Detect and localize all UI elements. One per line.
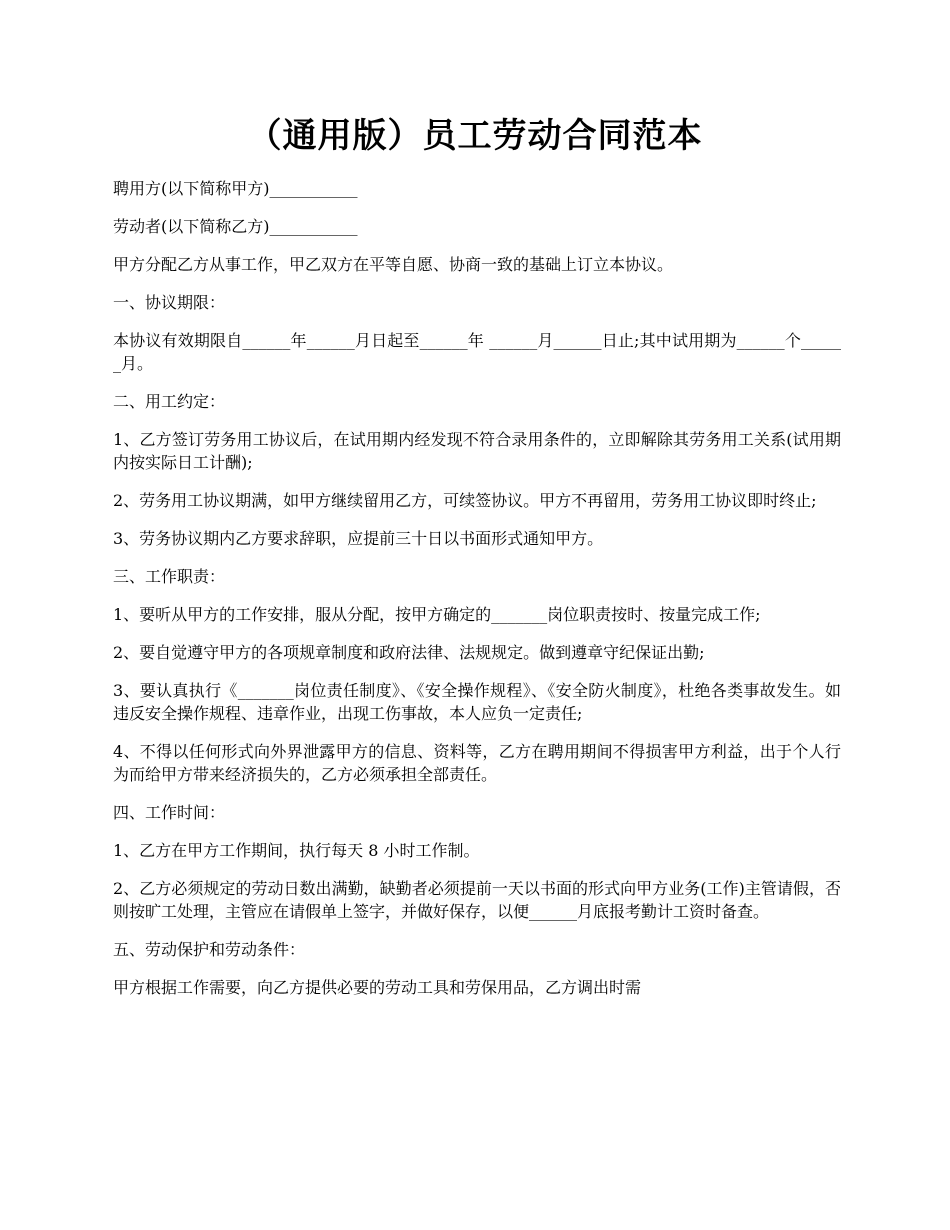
duties-clause-1: 1、要听从甲方的工作安排，服从分配，按甲方确定的_______岗位职责按时、按量完成工作; [113,605,761,624]
document-title: （通用版）员工劳动合同范本 [247,116,703,156]
employment-clause-3: 3、劳务协议期内乙方要求辞职，应提前三十日以书面形式通知甲方。 [113,529,604,548]
duties-clause-3: 3、要认真执行《_______岗位责任制度》、《安全操作规程》、《安全防火制度》，杜绝各类事故发生。如违反安全操作规程、违章作业，出现工伤事故，本人应负一定责任; [113,681,841,723]
party-a-line: 聘用方(以下简称甲方)___________ [113,179,358,198]
section-heading-employment: 二、用工约定： [113,392,226,411]
section-heading-duties: 三、工作职责： [113,567,226,586]
party-b-line: 劳动者(以下简称乙方)___________ [113,217,358,236]
section-heading-protection: 五、劳动保护和劳动条件： [113,940,306,959]
document-body [113,177,841,1014]
employment-clause-2: 2、劳务用工协议期满，如甲方继续留用乙方，可续签协议。甲方不再留用，劳务用工协议即时终止; [113,491,817,510]
employment-clause-1: 1、乙方签订劳务用工协议后，在试用期内经发现不符合录用条件的，立即解除其劳务用工关系(试用期内按实际日工计酬); [113,430,841,472]
duties-clause-2: 2、要自觉遵守甲方的各项规章制度和政府法律、法规规定。做到遵章守纪保证出勤; [113,643,705,662]
section-heading-term: 一、协议期限： [113,293,226,312]
intro-paragraph: 甲方分配乙方从事工作，甲乙双方在平等自愿、协商一致的基础上订立本协议。 [113,255,674,274]
section-heading-hours: 四、工作时间： [113,803,226,822]
term-paragraph: 本协议有效期限自______年______月日起至______年 ______月______日止;其中试用期为______个______月。 [113,331,841,373]
hours-clause-2: 2、乙方必须规定的劳动日数出满勤，缺勤者必须提前一天以书面的形式向甲方业务(工作)主管请假，否则按旷工处理，主管应在请假单上签字，并做好保存，以便______月底报考勤计工资时备查。 [113,879,841,921]
duties-clause-4: 4、不得以任何形式向外界泄露甲方的信息、资料等，乙方在聘用期间不得损害甲方利益，出于个人行为而给甲方带来经济损失的，乙方必须承担全部责任。 [113,742,841,784]
protection-paragraph: 甲方根据工作需要，向乙方提供必要的劳动工具和劳保用品，乙方调出时需 [113,978,642,997]
hours-clause-1: 1、乙方在甲方工作期间，执行每天 8 小时工作制。 [113,841,480,860]
